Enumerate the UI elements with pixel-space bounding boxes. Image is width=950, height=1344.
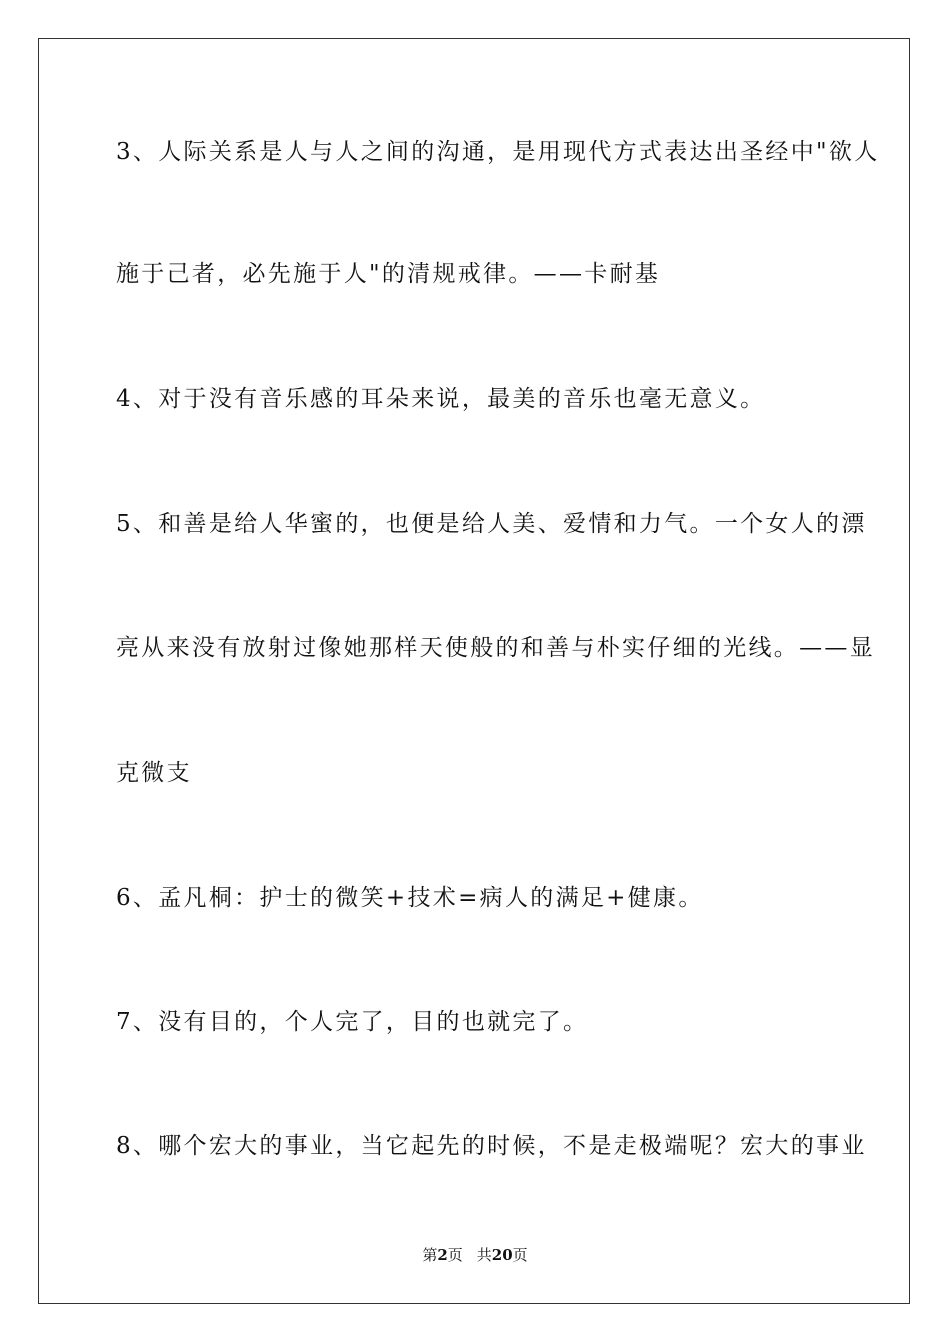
- page-prefix: 第: [422, 1246, 438, 1264]
- text-line: 6、孟凡桐：护士的微笑+技术=病人的满足+健康。: [116, 885, 704, 911]
- total-suffix: 页: [512, 1246, 528, 1264]
- page-footer: [0, 1244, 950, 1265]
- text-line: 亮从来没有放射过像她那样天使般的和善与朴实仔细的光线。——显: [116, 635, 875, 661]
- text-line: 5、和善是给人华蜜的，也便是给人美、爱情和力气。一个女人的漂: [116, 511, 867, 537]
- text-line: 8、哪个宏大的事业，当它起先的时候，不是走极端呢？宏大的事业: [116, 1133, 867, 1159]
- text-line: 克微支: [116, 760, 192, 786]
- text-line: 4、对于没有音乐感的耳朵来说，最美的音乐也毫无意义。: [116, 386, 766, 412]
- text-line: 施于己者，必先施于人"的清规戒律。——卡耐基: [116, 261, 661, 287]
- text-line: 7、没有目的，个人完了，目的也就完了。: [116, 1009, 589, 1035]
- page-suffix: 页: [447, 1246, 463, 1264]
- page-total: 20: [491, 1246, 513, 1264]
- total-prefix: 共: [476, 1246, 492, 1264]
- page-border: [38, 38, 910, 1304]
- text-line: 3、人际关系是人与人之间的沟通，是用现代方式表达出圣经中"欲人: [116, 139, 880, 165]
- page-current: 2: [437, 1246, 448, 1264]
